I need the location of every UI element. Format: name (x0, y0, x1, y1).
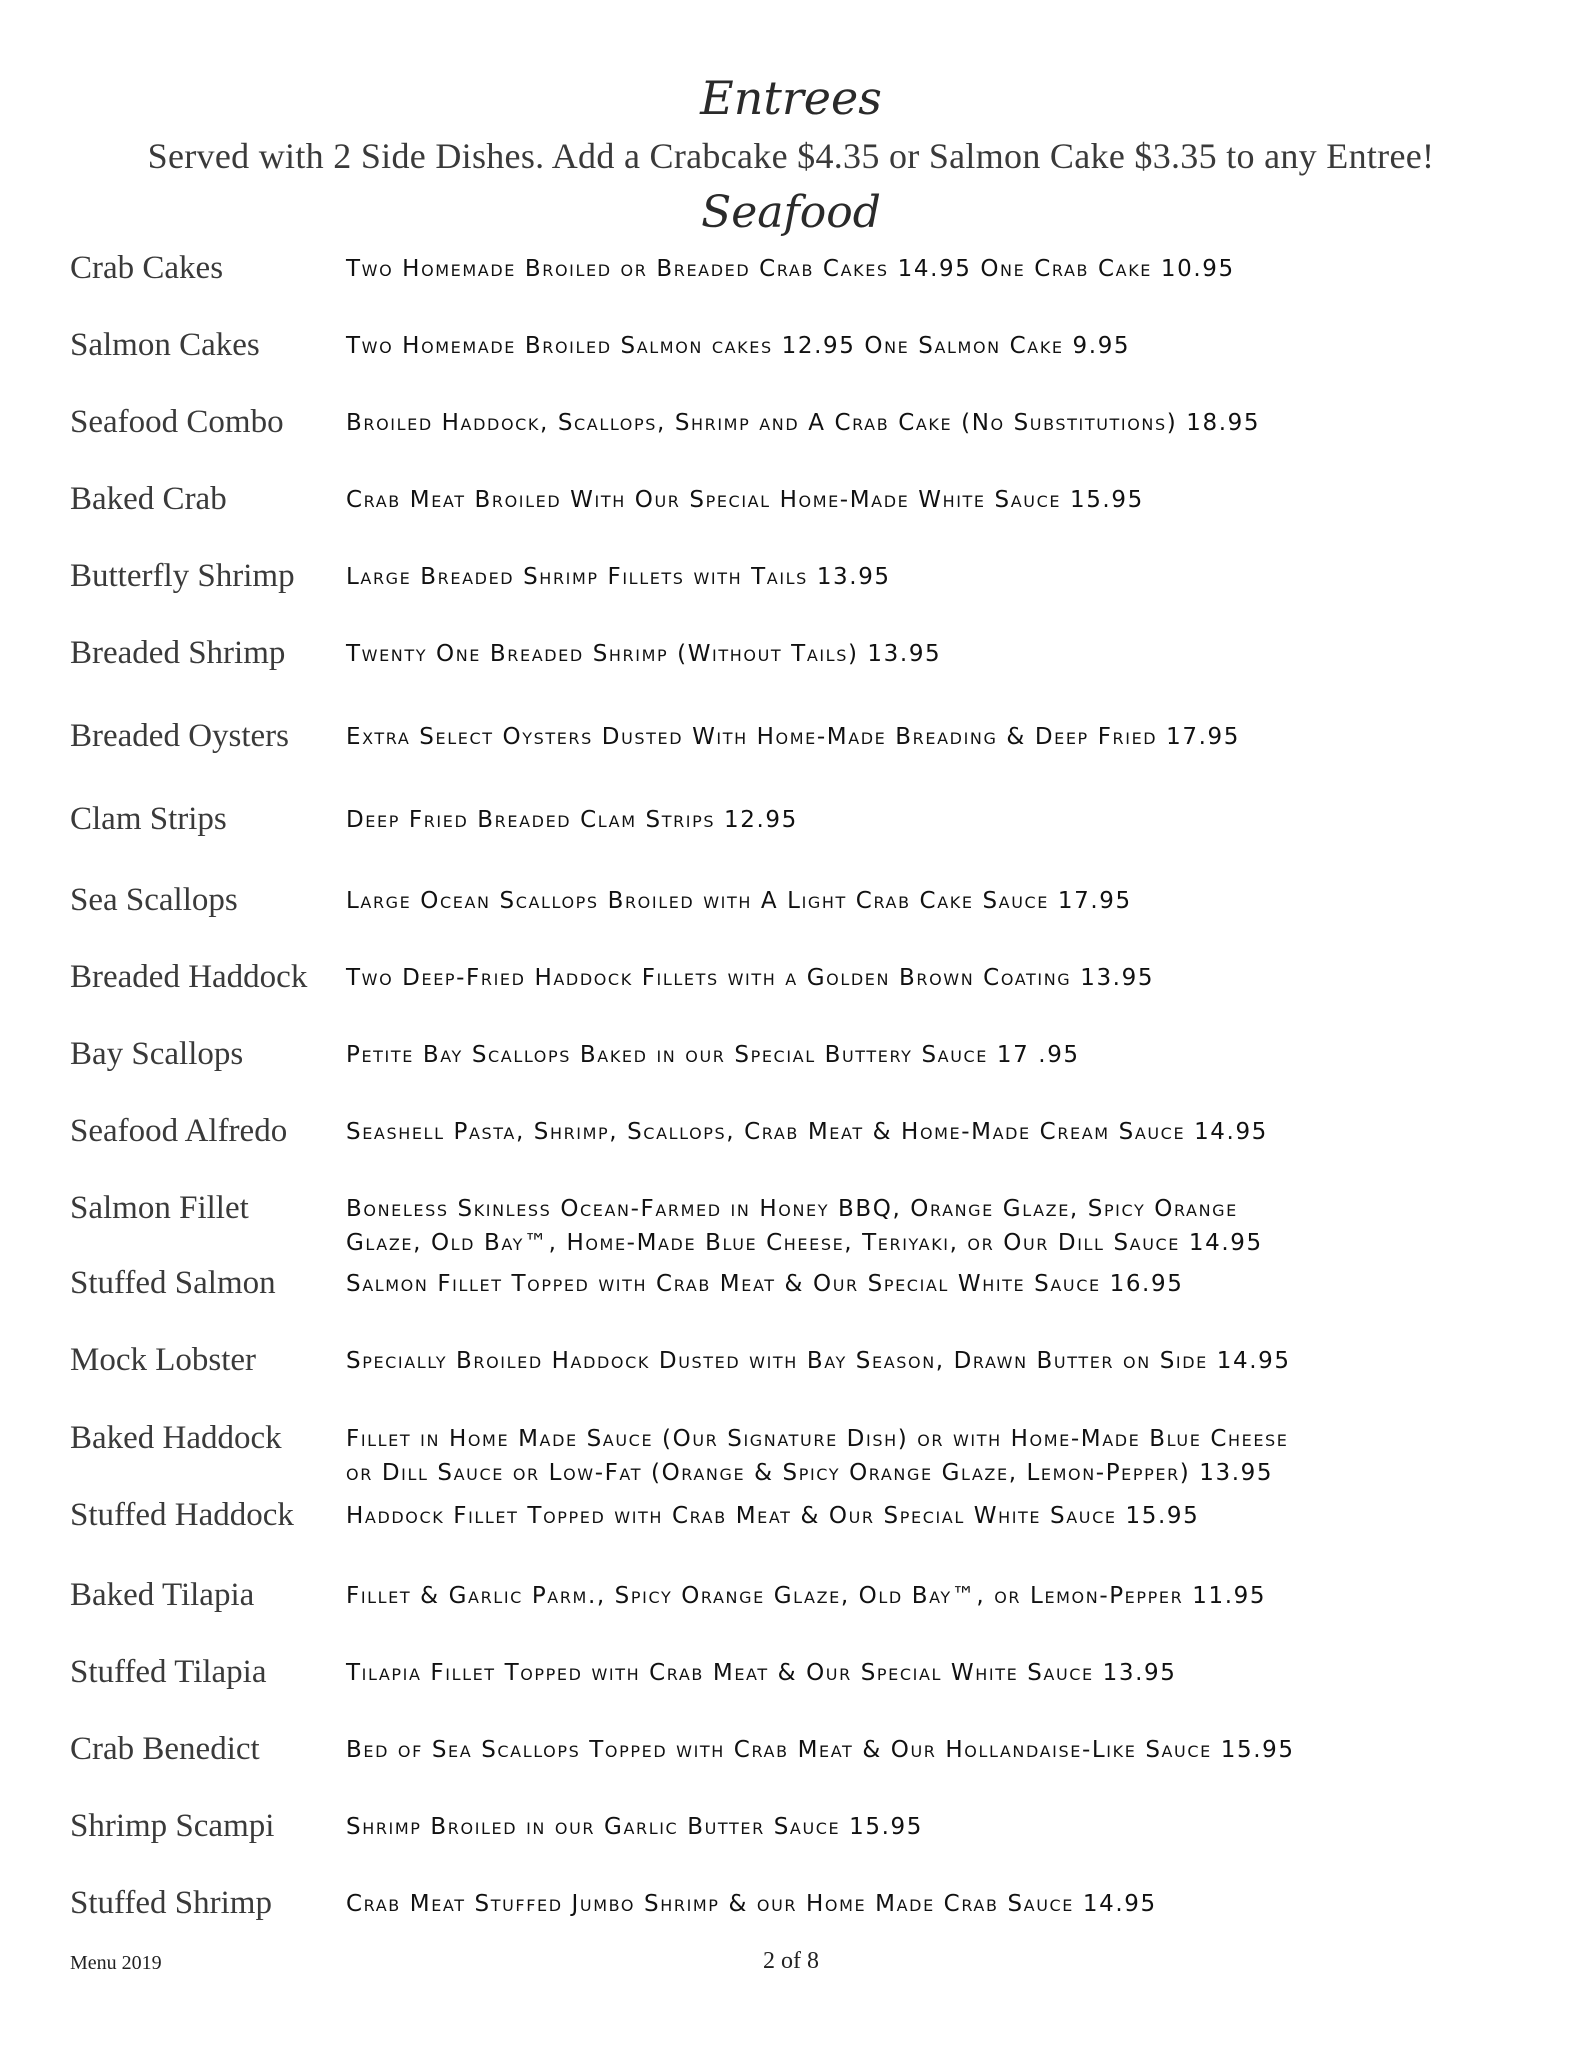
subtitle: Served with 2 Side Dishes. Add a Crabcake $4.35 or Salmon Cake $3.35 to any Entree! (147, 136, 1435, 176)
menu-item-name: Butterfly Shrimp (70, 558, 295, 594)
menu-item-name: Bay Scallops (70, 1036, 244, 1072)
menu-item-description: Large Ocean Scallops Broiled with A Light Crab Cake Sauce 17.95 (346, 888, 1132, 914)
menu-item-name: Mock Lobster (70, 1342, 257, 1378)
menu-item-description: Deep Fried Breaded Clam Strips 12.95 (346, 807, 798, 833)
menu-item-description: Large Breaded Shrimp Fillets with Tails 13.95 (346, 564, 891, 590)
menu-item-name: Seafood Alfredo (70, 1113, 288, 1149)
menu-item-name: Crab Cakes (70, 250, 224, 286)
menu-item-name: Crab Benedict (70, 1731, 260, 1767)
menu-item-description: Salmon Fillet Topped with Crab Meat & Our Special White Sauce 16.95 (346, 1271, 1184, 1297)
menu-item-name: Salmon Cakes (70, 327, 260, 363)
menu-item-description: Specially Broiled Haddock Dusted with Bay Season, Drawn Butter on Side 14.95 (346, 1348, 1291, 1374)
page-number: 2 of 8 (763, 1948, 819, 1974)
menu-item-description: Extra Select Oysters Dusted With Home-Made Breading & Deep Fried 17.95 (346, 724, 1240, 750)
menu-item-name: Breaded Oysters (70, 718, 290, 754)
menu-item-name: Stuffed Haddock (70, 1497, 294, 1533)
menu-item-description: Bed of Sea Scallops Topped with Crab Meat & Our Hollandaise-Like Sauce 15.95 (346, 1737, 1295, 1763)
menu-item-name: Baked Tilapia (70, 1577, 255, 1613)
menu-item-name: Breaded Haddock (70, 959, 308, 995)
page-title: Entrees (700, 71, 882, 125)
menu-item-name: Stuffed Tilapia (70, 1654, 267, 1690)
menu-item-description: Seashell Pasta, Shrimp, Scallops, Crab Meat & Home-Made Cream Sauce 14.95 (346, 1119, 1268, 1145)
menu-item-name: Stuffed Shrimp (70, 1885, 272, 1921)
section-title: Seafood (701, 187, 881, 238)
menu-item-description: Tilapia Fillet Topped with Crab Meat & Our Special White Sauce 13.95 (346, 1660, 1177, 1686)
menu-item-description: Broiled Haddock, Scallops, Shrimp and A Crab Cake (No Substitutions) 18.95 (346, 410, 1261, 436)
menu-item-description: Two Homemade Broiled or Breaded Crab Cakes 14.95 One Crab Cake 10.95 (346, 256, 1235, 282)
menu-item-name: Baked Crab (70, 481, 227, 517)
menu-item-description: Fillet in Home Made Sauce (Our Signature Dish) or with Home-Made Blue Cheese or Dill Sauce or Low-Fat (Orange & Spicy Orange Glaze, Lemon-Pepper) 13.95 (346, 1426, 1289, 1486)
menu-item-description: Fillet & Garlic Parm., Spicy Orange Glaze, Old Bay™, or Lemon-Pepper 11.95 (346, 1583, 1267, 1609)
menu-item-name: Sea Scallops (70, 882, 238, 918)
menu-item-description: Shrimp Broiled in our Garlic Butter Sauce 15.95 (346, 1814, 924, 1840)
menu-item-name: Seafood Combo (70, 404, 284, 440)
menu-item-description: Petite Bay Scallops Baked in our Special Buttery Sauce 17 .95 (346, 1042, 1080, 1068)
menu-item-description: Two Deep-Fried Haddock Fillets with a Golden Brown Coating 13.95 (346, 965, 1155, 991)
menu-item-description: Twenty One Breaded Shrimp (Without Tails) 13.95 (346, 641, 942, 667)
menu-item-name: Shrimp Scampi (70, 1808, 275, 1844)
menu-item-name: Breaded Shrimp (70, 635, 286, 671)
footer-menu-year: Menu 2019 (70, 1952, 162, 1974)
menu-item-description: Two Homemade Broiled Salmon cakes 12.95 One Salmon Cake 9.95 (346, 333, 1131, 359)
menu-item-description: Crab Meat Stuffed Jumbo Shrimp & our Home Made Crab Sauce 14.95 (346, 1891, 1157, 1917)
menu-item-name: Baked Haddock (70, 1420, 282, 1456)
menu-item-name: Clam Strips (70, 801, 227, 837)
menu-item-description: Crab Meat Broiled With Our Special Home-Made White Sauce 15.95 (346, 487, 1144, 513)
menu-item-name: Stuffed Salmon (70, 1265, 276, 1301)
menu-item-name: Salmon Fillet (70, 1190, 249, 1226)
menu-item-description: Boneless Skinless Ocean-Farmed in Honey BBQ, Orange Glaze, Spicy Orange Glaze, Old Bay™, Home-Made Blue Cheese, Teriyaki, or Our Dill Sauce 14.95 (346, 1196, 1263, 1256)
menu-item-description: Haddock Fillet Topped with Crab Meat & Our Special White Sauce 15.95 (346, 1503, 1200, 1529)
